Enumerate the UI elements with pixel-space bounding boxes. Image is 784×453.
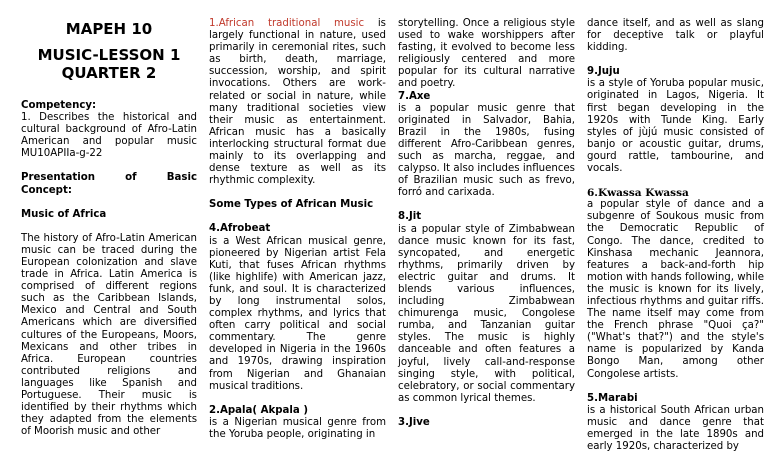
- jit-text: is a popular style of Zimbabwean dance music known for its fast, syncopated, and energetic rhythms, primarily driven by electric guitar and drums. It blends various influences, including Zimbabwean chimurenga music, Congolese rumba, and Tanzanian guitar styles. The music is highly danceable and often features a joyful, lively call-and-response singing style, with political, celebratory, or social commentary as common lyrical themes.: [398, 223, 575, 404]
- lesson-title: MUSIC-LESSON 1: [37, 46, 181, 64]
- apala-text: is a Nigerian musical genre from the Yoruba people, originating in: [209, 416, 386, 440]
- kwassa-heading: 6.Kwassa Kwassa: [587, 187, 689, 200]
- subject-title: MAPEH 10: [65, 20, 153, 38]
- kwassa-text: a popular style of dance and a subgenre of Soukous music from the Democratic Republic of Congo. The dance, credited to Kinshasa mechanic Jeannora, features a back-and-forth hip motion with hands following, while the music is known for its lively, infectious rhythms and guitar riffs. The name itself may come from the French phrase "Quoi ça?" ("What's that?") and the style's name is popularized by Kanda Bongo Man, among other Congolese artists.: [587, 199, 764, 380]
- intro-text: is largely functional in nature, used primarily in ceremonial rites, such as birth, death, marriage, succession, worship, and spirit invocations. Others are work-related or social in nature, while many traditional societies view their music as entertainment. African music has a basically interlocking structural format due mainly to its overlapping and dense texture as well as its rhythmic complexity.: [209, 18, 386, 187]
- competency-heading: Competency:: [21, 100, 97, 111]
- music-of-africa-heading: Music of Africa: [21, 208, 107, 220]
- jit-heading: 8.Jit: [398, 211, 422, 223]
- juju-text: is a style of Yoruba popular music, originated in Lagos, Nigeria. It first began developing in the 1920s with Tunde King. Early styles of jùjú music consisted of banjo or acoustic guitar, drums, gourd rattle, tambourine, and vocals.: [587, 78, 764, 175]
- history-paragraph: The history of Afro-Latin American music can be traced during the European colonization and slave trade in Africa. Latin America is comprised of different regions such as the Caribbean Islands, Mexico and Central and South Americans which are diversified cultures of the Europeans, Moors, Mexicans and other tribes in Africa. European countries contributed religions and languages like Spanish and Portuguese. Their music is identified by their rhythms which they adapted from the elements of Moorish music and other: [21, 232, 197, 438]
- intro-highlight: 1.African traditional music: [209, 18, 365, 29]
- types-heading: Some Types of African Music: [209, 199, 374, 211]
- marabi-heading: 5.Marabi: [587, 392, 638, 404]
- afrobeat-heading: 4.Afrobeat: [209, 223, 271, 235]
- axe-heading: 7.Axe: [398, 90, 431, 102]
- intro-paragraph: [209, 18, 386, 187]
- presentation-heading: Presentation of Basic Concept:: [21, 172, 197, 196]
- jive-heading: 3.Jive: [398, 416, 430, 428]
- column-4: [587, 0, 764, 453]
- column-3: [398, 0, 575, 429]
- apala-continued: storytelling. Once a religious style used to wake worshippers after fasting, it evolved to become less religiously centered and more popular for its cultural narrative and poetry.: [398, 18, 575, 90]
- jive-continued: dance itself, and as well as slang for deceptive talk or playful kidding.: [587, 18, 764, 54]
- juju-heading: 9.Juju: [587, 66, 620, 78]
- marabi-text: is a historical South African urban music and dance genre that emerged in the late 1890s and early 1920s, characterized by: [587, 404, 764, 452]
- axe-text: is a popular music genre that originated in Salvador, Bahia, Brazil in the 1980s, fusing different Afro-Caribbean genres, such as marcha, reggae, and calypso. It also includes influences of Brazilian music such as frevo, forró and carixada.: [398, 102, 575, 199]
- competency-text: 1. Describes the historical and cultural background of Afro-Latin American and popular music MU10APIIa-g-22: [21, 112, 197, 160]
- afrobeat-text: is a West African musical genre, pioneered by Nigerian artist Fela Kuti, that fuses African rhythms (like highlife) with American jazz, funk, and soul. It is characterized by long instrumental solos, complex rhythms, and lyrics that often carry political and social commentary. The genre developed in Nigeria in the 1960s and 1970s, drawing inspiration from Nigerian and Ghanaian musical traditions.: [209, 235, 386, 392]
- column-1: [21, 0, 197, 438]
- quarter-title: QUARTER 2: [61, 64, 157, 82]
- column-2: [209, 0, 386, 441]
- apala-heading: 2.Apala( Akpala ): [209, 404, 308, 416]
